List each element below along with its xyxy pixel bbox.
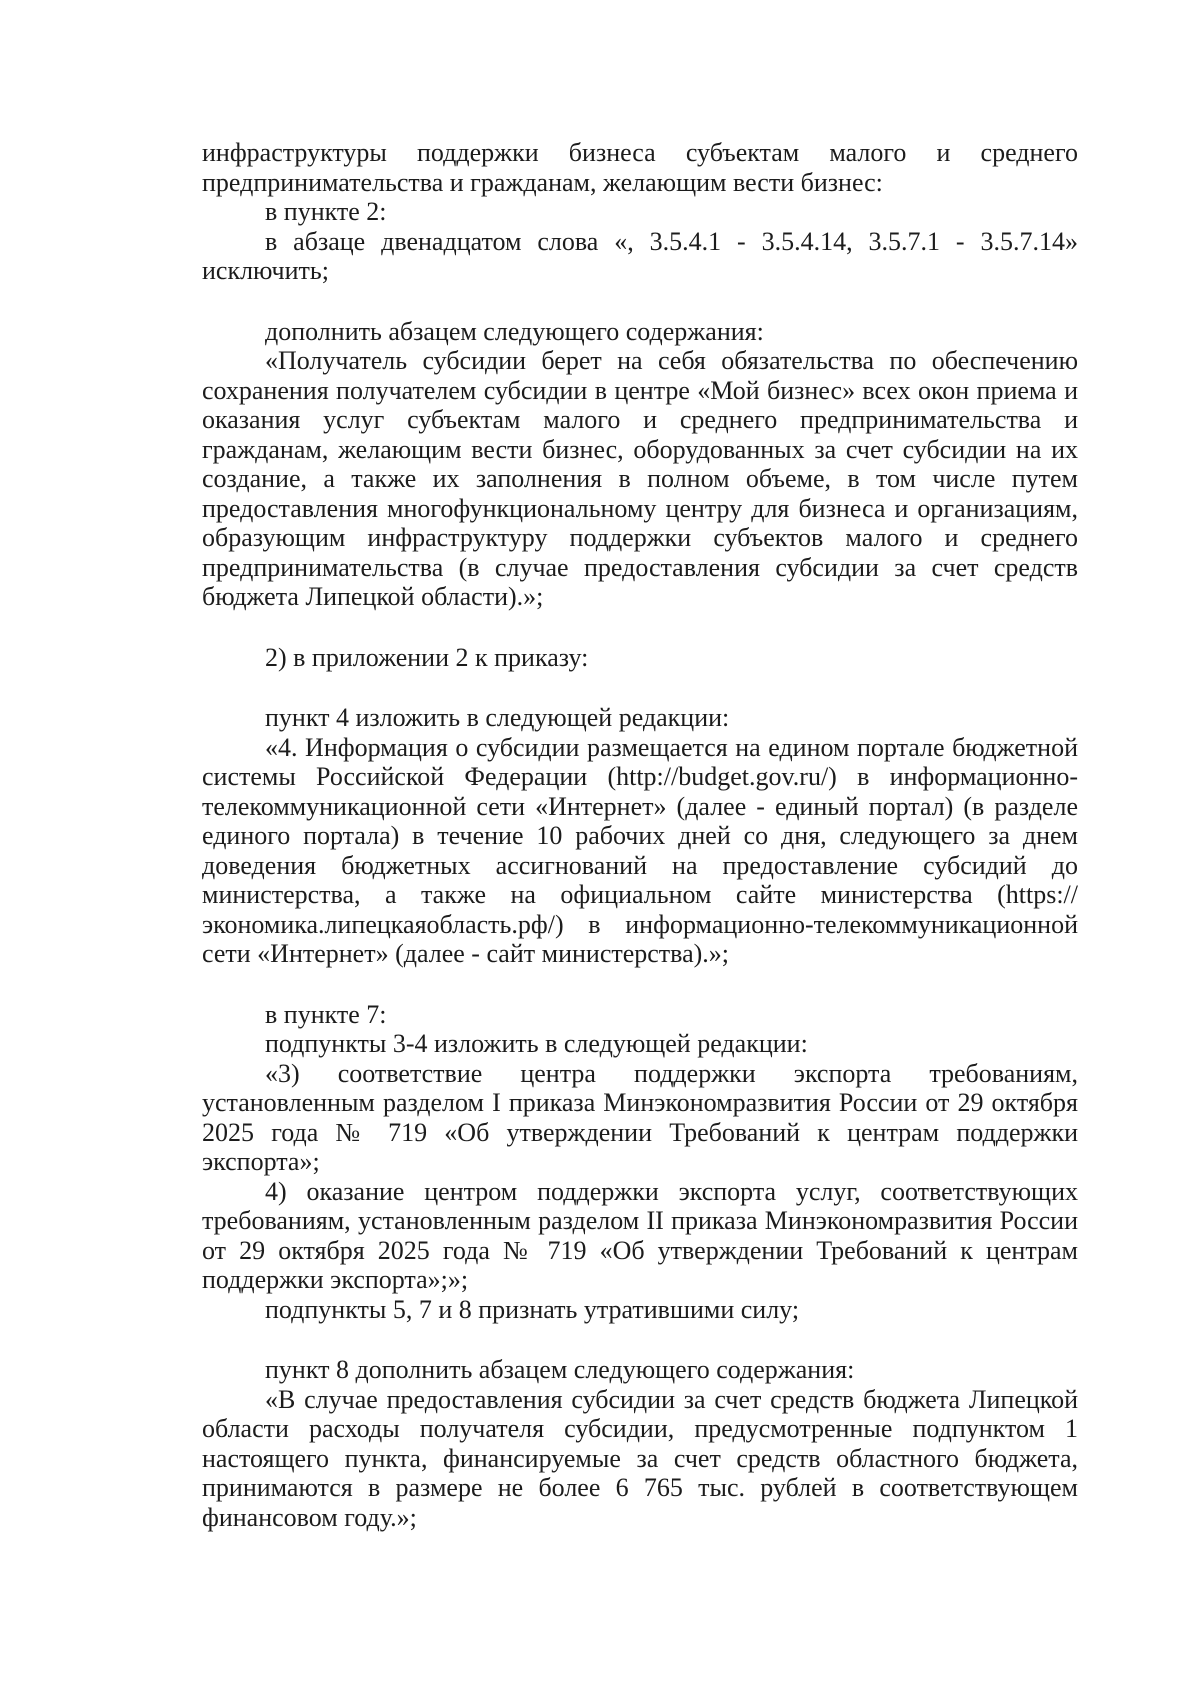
paragraph-point-7-heading: в пункте 7: xyxy=(265,999,387,1029)
paragraph-point-4-heading: пункт 4 изложить в следующей редакции: xyxy=(265,703,730,732)
spacer xyxy=(202,1324,1078,1355)
paragraph-appendix-2: 2) в приложении 2 к приказу: xyxy=(265,642,589,672)
spacer xyxy=(202,286,1078,317)
paragraph-exclude-words: в абзаце двенадцатом слова «, 3.5.4.1 - 3.5.4.14, 3.5.7.1 - 3.5.7.14» исключить; xyxy=(202,226,1078,285)
paragraph-subpoints-void: подпункты 5, 7 и 8 признать утратившими силу; xyxy=(265,1294,800,1324)
paragraph-point-8-heading: пункт 8 дополнить абзацем следующего содержания: xyxy=(265,1355,855,1384)
document-body xyxy=(202,138,1078,1532)
paragraph-recipient-obligation: «Получатель субсидии берет на себя обязательства по обеспечению сохранения получателем субсидии в центре «Мой бизнес» всех окон приема и оказания услуг субъектам малого и среднего предпринимательства и гражданам, желающим вести бизнес, оборудованных за счет субсидии на их создание, а также их заполнения в полном объеме, в том числе путем предоставления многофункциональному центру для бизнеса и организациям, образующим инфраструктуру поддержки субъектов малого и среднего предпринимательства (в случае предоставления субсидии за счет средств бюджета Липецкой области).»; xyxy=(202,346,1078,611)
paragraph-infrastructure-end: инфраструктуры поддержки бизнеса субъектам малого и среднего предпринимательства и гражданам, желающим вести бизнес: xyxy=(202,138,1078,197)
paragraph-subpoint-3: «3) соответствие центра поддержки экспорта требованиям, установленным разделом I приказа Минэкономразвития России от 29 октября 2025 года № 719 «Об утверждении Требований к центрам поддержки экспорта»; xyxy=(202,1058,1078,1176)
paragraph-recipient-expenses: «В случае предоставления субсидии за счет средств бюджета Липецкой области расходы получателя субсидии, предусмотренные подпунктом 1 настоящего пункта, финансируемые за счет средств областного бюджета, принимаются в размере не более 6 765 тыс. рублей в соответствующем финансовом году.»; xyxy=(202,1384,1078,1532)
spacer xyxy=(202,672,1078,703)
spacer xyxy=(202,969,1078,1000)
paragraph-subpoints-3-4-heading: подпункты 3-4 изложить в следующей редакции: xyxy=(265,1029,808,1058)
paragraph-point-2-heading: в пункте 2: xyxy=(265,197,387,226)
paragraph-subsidy-information: «4. Информация о субсидии размещается на едином портале бюджетной системы Российской Федерации (http://budget.gov.ru/) в информационно-телекоммуникационной сети «Интернет» (далее - единый портал) (в разделе единого портала) в течение 10 рабочих дней со дня, следующего за днем доведения бюджетных ассигнований на предоставление субсидий до министерства, а также на официальном сайте министерства (https://экономика.липецкаяобласть.рф/) в информационно-телекоммуникационной сети «Интернет» (далее - сайт министерства).»; xyxy=(202,732,1078,968)
paragraph-add-abzac: дополнить абзацем следующего содержания: xyxy=(265,316,764,346)
paragraph-subpoint-4: 4) оказание центром поддержки экспорта услуг, соответствующих требованиям, установленным разделом II приказа Минэкономразвития России от 29 октября 2025 года № 719 «Об утверждении Требований к центрам поддержки экспорта»;»; xyxy=(202,1176,1078,1294)
spacer xyxy=(202,612,1078,643)
